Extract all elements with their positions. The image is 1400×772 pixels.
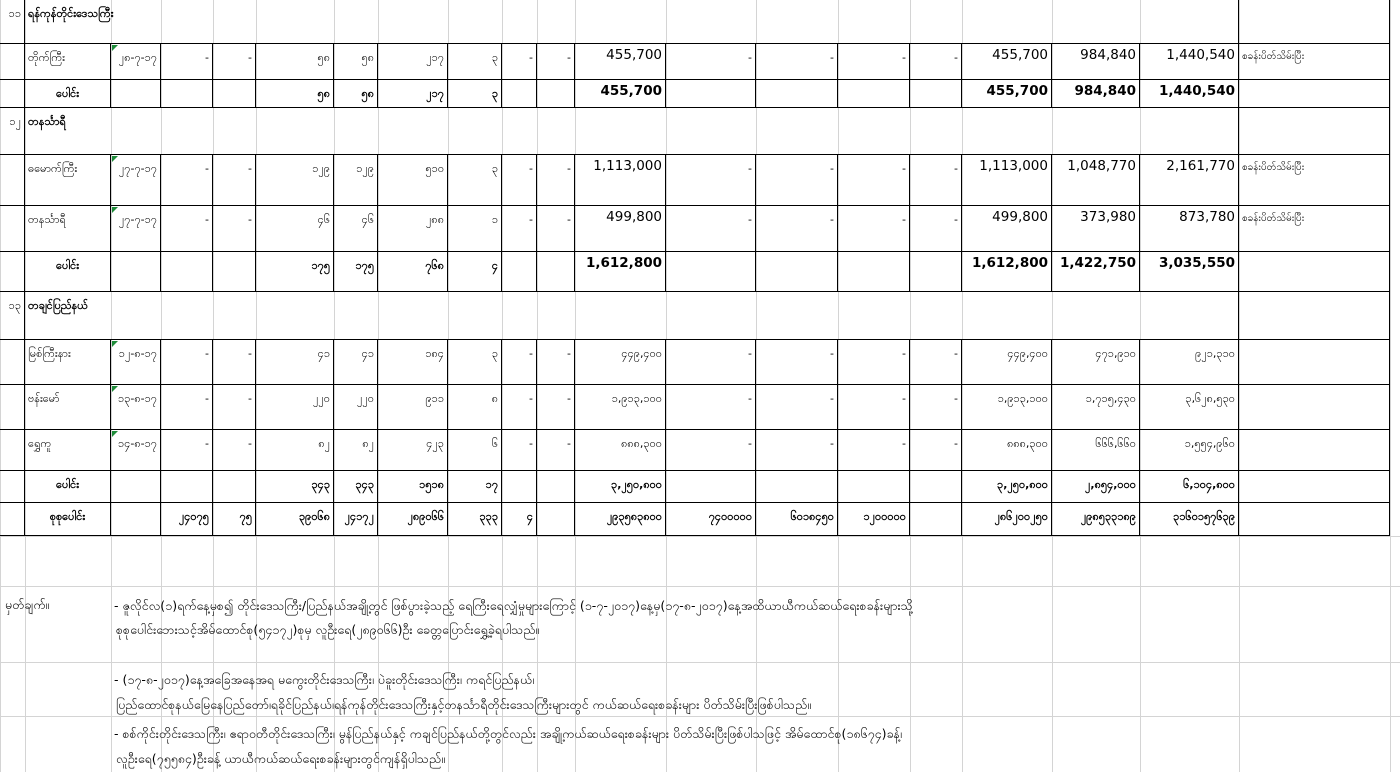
total-cell[interactable]: 1,440,540: [1140, 44, 1239, 80]
value-cell[interactable]: -: [666, 44, 756, 80]
township-name[interactable]: ဗန်းမော်: [25, 385, 111, 430]
value-cell[interactable]: ၉၁၁: [378, 385, 448, 430]
value-cell[interactable]: ၂၄၁၇၂: [334, 503, 378, 536]
value-cell[interactable]: -: [838, 340, 910, 385]
notes-label: မှတ်ချက်။: [5, 597, 50, 612]
value-cell[interactable]: -: [756, 155, 838, 206]
table-cell[interactable]: [1239, 80, 1390, 108]
value-cell[interactable]: ၂၁၇: [378, 44, 448, 80]
table-cell[interactable]: [838, 80, 910, 108]
value-cell[interactable]: ၂၈၈: [378, 206, 448, 252]
value-cell[interactable]: -: [502, 430, 537, 471]
value-cell[interactable]: ၈၂: [256, 430, 334, 471]
value-cell[interactable]: -: [537, 340, 575, 385]
value-cell[interactable]: ၂၂၀: [334, 385, 378, 430]
value-cell[interactable]: -: [537, 206, 575, 252]
value-cell[interactable]: ၇၄၀၀၀၀၀: [666, 503, 756, 536]
value-cell[interactable]: ၄: [448, 252, 502, 292]
table-cell[interactable]: [910, 80, 962, 108]
value-cell[interactable]: -: [161, 44, 213, 80]
section-name[interactable]: တနင်္သာရီ: [25, 108, 1239, 155]
value-cell[interactable]: -: [910, 340, 962, 385]
value-cell[interactable]: -: [756, 340, 838, 385]
table-cell[interactable]: [756, 80, 838, 108]
date-cell[interactable]: ၂၇-၇-၁၇: [111, 155, 161, 206]
value-cell[interactable]: 499,800: [575, 206, 666, 252]
value-cell[interactable]: ၃၉၀၆၈: [256, 503, 334, 536]
value-cell[interactable]: -: [910, 385, 962, 430]
value-cell[interactable]: ၄၆: [256, 206, 334, 252]
table-cell[interactable]: [756, 252, 838, 292]
value-cell[interactable]: -: [910, 430, 962, 471]
value-cell[interactable]: ၂,၈၅၄,၀၀၀: [1052, 471, 1140, 503]
value-cell[interactable]: ၄၄၉,၄၀၀: [575, 340, 666, 385]
value-cell[interactable]: ၁,၉၁၃,၁၀၀: [575, 385, 666, 430]
value-cell[interactable]: ၄၇၁,၉၁၀: [1052, 340, 1140, 385]
value-cell[interactable]: ၁၂၉: [334, 155, 378, 206]
table-cell[interactable]: [213, 471, 256, 503]
value-cell[interactable]: -: [666, 340, 756, 385]
value-cell[interactable]: ၃: [448, 80, 502, 108]
date-cell[interactable]: ၂၈-၇-၁၇: [111, 44, 161, 80]
value-cell[interactable]: ၃၄၃: [256, 471, 334, 503]
value-cell[interactable]: ၂၈၆၂၀၀၂၅၀: [962, 503, 1052, 536]
value-cell[interactable]: -: [666, 385, 756, 430]
total-cell[interactable]: ၉၂၁,၃၁၀: [1140, 340, 1239, 385]
value-cell[interactable]: 455,700: [575, 80, 666, 108]
status-cell[interactable]: စခန်းပိတ်သိမ်းပြီး: [1239, 44, 1390, 80]
value-cell[interactable]: ၁၇၅: [256, 252, 334, 292]
status-cell[interactable]: စခန်းပိတ်သိမ်းပြီး: [1239, 206, 1390, 252]
index-cell[interactable]: [0, 206, 25, 252]
value-cell[interactable]: -: [161, 155, 213, 206]
value-cell[interactable]: ၇၆၈: [378, 252, 448, 292]
gridline-horizontal: [0, 586, 1400, 587]
value-cell[interactable]: 455,700: [575, 44, 666, 80]
total-cell[interactable]: ၆,၁၀၄,၈၀၀: [1140, 471, 1239, 503]
township-name[interactable]: ရွှေကူ: [25, 430, 111, 471]
value-cell[interactable]: ၅၈: [334, 44, 378, 80]
index-cell[interactable]: [0, 385, 25, 430]
table-cell[interactable]: [111, 252, 161, 292]
value-cell[interactable]: 1,048,770: [1052, 155, 1140, 206]
value-cell[interactable]: 1,113,000: [575, 155, 666, 206]
table-cell[interactable]: [161, 252, 213, 292]
value-cell[interactable]: ၂၄၀၇၅: [161, 503, 213, 536]
index-cell[interactable]: [0, 155, 25, 206]
value-cell[interactable]: ၁၇: [448, 471, 502, 503]
value-cell[interactable]: ၆: [448, 430, 502, 471]
value-cell[interactable]: 373,980: [1052, 206, 1140, 252]
value-cell[interactable]: [910, 503, 962, 536]
value-cell[interactable]: ၈၂: [334, 430, 378, 471]
subtotal-label[interactable]: ပေါင်း: [25, 252, 111, 292]
date-cell[interactable]: ၁၃-၈-၁၇: [111, 385, 161, 430]
table-cell[interactable]: [666, 80, 756, 108]
value-cell[interactable]: ၁၂၉: [256, 155, 334, 206]
value-cell[interactable]: ၃၄၃: [334, 471, 378, 503]
section-number[interactable]: ၁၃: [0, 292, 25, 340]
value-cell[interactable]: 984,840: [1052, 44, 1140, 80]
gridline-horizontal: [0, 716, 1400, 717]
value-cell[interactable]: -: [537, 155, 575, 206]
value-cell[interactable]: ၅၈: [256, 44, 334, 80]
section-number[interactable]: ၁၁: [0, 0, 25, 44]
table-cell[interactable]: [666, 471, 756, 503]
cell-comment-marker-icon: [112, 45, 118, 51]
total-cell[interactable]: ၃,၆၂၈,၅၃၀: [1140, 385, 1239, 430]
township-name[interactable]: ဓမောက်ကြီး: [25, 155, 111, 206]
value-cell[interactable]: -: [838, 155, 910, 206]
total-cell[interactable]: 1,440,540: [1140, 80, 1239, 108]
table-cell[interactable]: [910, 252, 962, 292]
table-cell[interactable]: [111, 80, 161, 108]
value-cell[interactable]: -: [910, 44, 962, 80]
index-cell[interactable]: [0, 471, 25, 503]
value-cell[interactable]: ၁၇၅: [334, 252, 378, 292]
value-cell[interactable]: -: [838, 430, 910, 471]
table-cell[interactable]: [111, 503, 161, 536]
value-cell[interactable]: ၂၈၉၀၆၆: [378, 503, 448, 536]
value-cell[interactable]: ၁၅၁၈: [378, 471, 448, 503]
value-cell[interactable]: ၃: [448, 340, 502, 385]
note-line: - ဇူလိုင်လ(၁)ရက်နေ့မှစ၍ တိုင်းဒေသကြီး/ပြည်နယ်အချို့တွင် ဖြစ်ပွားခဲ့သည့် ရေကြီးရေလျှံမှုများကြောင့် (၁-၇-၂၀၁၇)နေ့မှ(၁၇-၈-၂၀၁၇)နေ့အထိယာယီကယ်ဆယ်ရေးစခန်းများသို့: [114, 598, 913, 613]
value-cell[interactable]: ၄၁: [256, 340, 334, 385]
note-line: စုစုပေါင်းဘေးသင့်အိမ်ထောင်စု(၅၄၁၇၂)စုမှ လူဦးရေ(၂၈၉၀၆၆)ဦး ခေတ္တပြောင်းရွှေ့ခဲ့ရပါသည်။: [116, 622, 540, 637]
value-cell[interactable]: -: [213, 155, 256, 206]
section-number[interactable]: ၁၂: [0, 108, 25, 155]
value-cell[interactable]: ၄၁: [334, 340, 378, 385]
cell-comment-marker-icon: [112, 156, 118, 162]
status-cell[interactable]: စခန်းပိတ်သိမ်းပြီး: [1239, 155, 1390, 206]
note-line: ပြည်ထောင်စုနယ်မြေနေပြည်တော်၊ရခိုင်ပြည်နယ်၊ရန်ကုန်တိုင်းဒေသကြီးနှင့်တနင်္သာရီတိုင်းဒေသကြီးများတွင် ကယ်ဆယ်ရေးစခန်းများ ပိတ်သိမ်းပြီးဖြစ်ပါသည်။: [116, 697, 811, 712]
value-cell[interactable]: ၅၈: [334, 80, 378, 108]
table-cell[interactable]: [111, 471, 161, 503]
value-cell[interactable]: ၅၈: [256, 80, 334, 108]
note-line: - စစ်ကိုင်းတိုင်းဒေသကြီး၊ ဧရာဝတီတိုင်းဒေသကြီး၊ မွန်ပြည်နယ်နှင့် ကချင်ပြည်နယ်တို့တွင်လည်း အချို့ကယ်ဆယ်ရေးစခန်းများ ပိတ်သိမ်းပြီးဖြစ်ပါသဖြင့် အိမ်ထောင်စု(၁၈၆၇၄)ခန့်၊: [114, 726, 903, 741]
value-cell[interactable]: ၃,၂၅၀,၈၀၀: [575, 471, 666, 503]
value-cell[interactable]: ၄: [502, 503, 537, 536]
value-cell[interactable]: ၂၉၈၅၃၃၁၈၉: [1052, 503, 1140, 536]
value-cell[interactable]: ၃၃၃: [448, 503, 502, 536]
value-cell[interactable]: ၃: [448, 44, 502, 80]
value-cell[interactable]: 1,612,800: [962, 252, 1052, 292]
value-cell[interactable]: ၄၂၃: [378, 430, 448, 471]
table-cell[interactable]: [537, 471, 575, 503]
value-cell[interactable]: ၈: [448, 385, 502, 430]
value-cell[interactable]: 455,700: [962, 80, 1052, 108]
value-cell[interactable]: ၃: [448, 155, 502, 206]
value-cell[interactable]: ၃,၂၅၀,၈၀၀: [962, 471, 1052, 503]
total-cell[interactable]: ၃၁၆၀၁၅၇၆၃၉: [1140, 503, 1239, 536]
status-cell[interactable]: [1239, 292, 1390, 340]
index-cell[interactable]: [0, 430, 25, 471]
value-cell[interactable]: -: [502, 44, 537, 80]
gridline-horizontal: [0, 536, 1400, 537]
value-cell[interactable]: 984,840: [1052, 80, 1140, 108]
value-cell[interactable]: ၅၁၀: [378, 155, 448, 206]
value-cell[interactable]: -: [213, 206, 256, 252]
table-cell[interactable]: [838, 252, 910, 292]
value-cell[interactable]: -: [756, 430, 838, 471]
section-name[interactable]: တချင်ပြည်နယ်: [25, 292, 1239, 340]
index-cell[interactable]: [0, 44, 25, 80]
value-cell[interactable]: -: [502, 340, 537, 385]
index-cell[interactable]: [0, 340, 25, 385]
value-cell[interactable]: ၂၁၇: [378, 80, 448, 108]
value-cell[interactable]: ၁၈၄: [378, 340, 448, 385]
value-cell[interactable]: -: [213, 430, 256, 471]
value-cell[interactable]: ၁,၉၁၃,၁၀၀: [962, 385, 1052, 430]
value-cell[interactable]: -: [838, 206, 910, 252]
value-cell[interactable]: -: [161, 430, 213, 471]
table-cell[interactable]: [213, 80, 256, 108]
value-cell[interactable]: -: [161, 340, 213, 385]
value-cell[interactable]: -: [666, 155, 756, 206]
note-line: - (၁၇-၈-၂၀၁၇)နေ့အခြေအနေအရ မကွေးတိုင်းဒေသကြီး၊ ပဲခူးတိုင်းဒေသကြီး၊ ကရင်ပြည်နယ်၊: [114, 672, 535, 687]
value-cell[interactable]: -: [213, 385, 256, 430]
value-cell[interactable]: 1,612,800: [575, 252, 666, 292]
value-cell[interactable]: -: [666, 430, 756, 471]
table-cell[interactable]: [161, 471, 213, 503]
cell-comment-marker-icon: [112, 341, 118, 347]
value-cell[interactable]: -: [910, 206, 962, 252]
value-cell[interactable]: -: [537, 385, 575, 430]
value-cell[interactable]: 1,113,000: [962, 155, 1052, 206]
value-cell[interactable]: ၄၄၉,၄၀၀: [962, 340, 1052, 385]
date-cell[interactable]: ၂၇-၇-၁၇: [111, 206, 161, 252]
table-cell[interactable]: [666, 252, 756, 292]
value-cell[interactable]: 499,800: [962, 206, 1052, 252]
value-cell[interactable]: -: [502, 155, 537, 206]
status-cell[interactable]: [1239, 385, 1390, 430]
value-cell[interactable]: ၁၂၀၀၀၀၀: [838, 503, 910, 536]
cell-comment-marker-icon: [112, 207, 118, 213]
index-cell[interactable]: [0, 252, 25, 292]
value-cell[interactable]: -: [756, 44, 838, 80]
table-cell[interactable]: [910, 471, 962, 503]
subtotal-label[interactable]: ပေါင်း: [25, 80, 111, 108]
status-cell[interactable]: [1239, 0, 1390, 44]
value-cell[interactable]: ၈၈၈,၃၀၀: [962, 430, 1052, 471]
cell-comment-marker-icon: [112, 386, 118, 392]
value-cell[interactable]: 1,422,750: [1052, 252, 1140, 292]
value-cell[interactable]: -: [537, 44, 575, 80]
total-cell[interactable]: 3,035,550: [1140, 252, 1239, 292]
value-cell[interactable]: -: [161, 385, 213, 430]
value-cell[interactable]: ၇၅: [213, 503, 256, 536]
value-cell[interactable]: -: [756, 385, 838, 430]
value-cell[interactable]: ၆၆၆,၆၆၀: [1052, 430, 1140, 471]
value-cell[interactable]: -: [161, 206, 213, 252]
gridline-horizontal: [0, 662, 1400, 663]
gridline-vertical: [1390, 0, 1391, 772]
table-cell[interactable]: [502, 252, 537, 292]
table-cell[interactable]: [1239, 252, 1390, 292]
value-cell[interactable]: -: [756, 206, 838, 252]
value-cell[interactable]: ၁,၇၁၅,၄၃၀: [1052, 385, 1140, 430]
table-cell[interactable]: [537, 80, 575, 108]
value-cell[interactable]: ၄၆: [334, 206, 378, 252]
value-cell[interactable]: -: [502, 206, 537, 252]
table-cell[interactable]: [838, 471, 910, 503]
index-cell[interactable]: [0, 80, 25, 108]
table-cell[interactable]: [756, 471, 838, 503]
township-name[interactable]: မြစ်ကြီးနား: [25, 340, 111, 385]
value-cell[interactable]: [537, 503, 575, 536]
table-cell[interactable]: [502, 80, 537, 108]
section-name[interactable]: ရန်ကုန်တိုင်းဒေသကြီး: [25, 0, 1239, 44]
township-name[interactable]: တိုက်ကြီး: [25, 44, 111, 80]
status-cell[interactable]: [1239, 503, 1390, 536]
value-cell[interactable]: -: [502, 385, 537, 430]
date-cell[interactable]: ၁၄-၈-၁၇: [111, 430, 161, 471]
value-cell[interactable]: ၆၀၁၈၄၅၀: [756, 503, 838, 536]
table-cell[interactable]: [1239, 471, 1390, 503]
status-cell[interactable]: [1239, 430, 1390, 471]
table-cell[interactable]: [537, 252, 575, 292]
note-line: လူဦးရေ(၇၅၅၈၄)ဦးခန့် ယာယီကယ်ဆယ်ရေးစခန်းများတွင်ကျန်ရှိပါသည်။: [116, 751, 445, 766]
index-cell[interactable]: [0, 503, 25, 536]
status-cell[interactable]: [1239, 108, 1390, 155]
subtotal-label[interactable]: ပေါင်း: [25, 471, 111, 503]
total-cell[interactable]: 2,161,770: [1140, 155, 1239, 206]
value-cell[interactable]: -: [213, 340, 256, 385]
value-cell[interactable]: -: [537, 430, 575, 471]
value-cell[interactable]: ၁: [448, 206, 502, 252]
value-cell[interactable]: ၈၈၈,၃၀၀: [575, 430, 666, 471]
value-cell[interactable]: -: [838, 44, 910, 80]
value-cell[interactable]: -: [213, 44, 256, 80]
table-cell[interactable]: [161, 80, 213, 108]
status-cell[interactable]: [1239, 340, 1390, 385]
table-cell[interactable]: [502, 471, 537, 503]
total-cell[interactable]: 873,780: [1140, 206, 1239, 252]
township-name[interactable]: တနင်္သာရီ: [25, 206, 111, 252]
grand-total-label[interactable]: စုစုပေါင်း: [25, 503, 111, 536]
value-cell[interactable]: ၂၂၀: [256, 385, 334, 430]
cell-comment-marker-icon: [112, 431, 118, 437]
value-cell[interactable]: ၂၉၃၅၈၃၈၀၀: [575, 503, 666, 536]
table-cell[interactable]: [213, 252, 256, 292]
value-cell[interactable]: -: [838, 385, 910, 430]
value-cell[interactable]: -: [666, 206, 756, 252]
total-cell[interactable]: ၁,၅၅၄,၉၆၀: [1140, 430, 1239, 471]
date-cell[interactable]: ၁၂-၈-၁၇: [111, 340, 161, 385]
value-cell[interactable]: 455,700: [962, 44, 1052, 80]
value-cell[interactable]: -: [910, 155, 962, 206]
